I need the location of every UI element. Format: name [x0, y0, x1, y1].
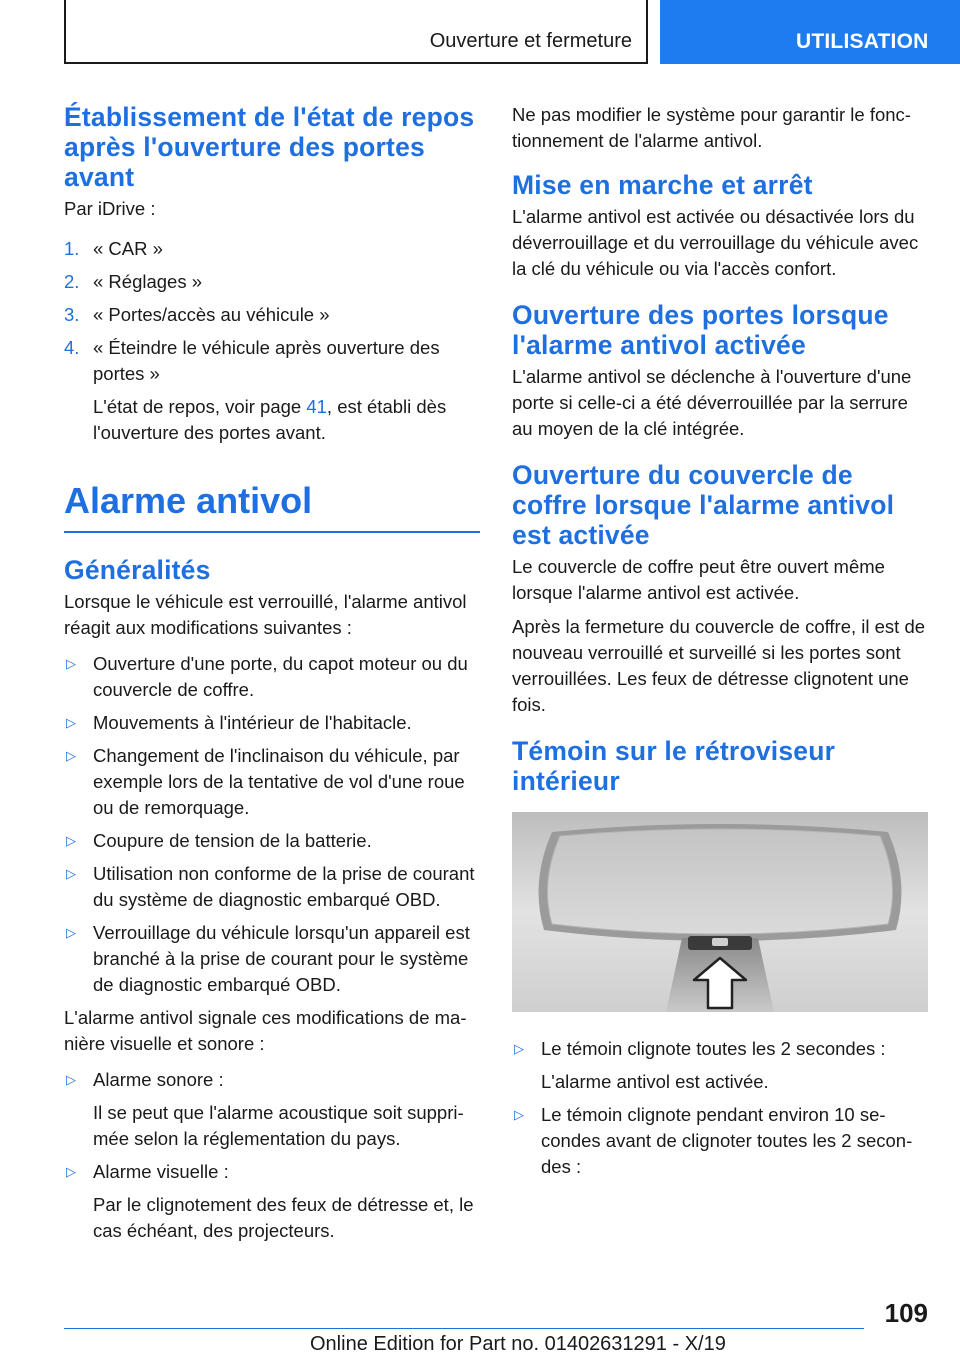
- bullet-triangle-icon: ▷: [66, 1164, 76, 1179]
- step-text: « CAR »: [93, 238, 163, 259]
- general-intro: Lorsque le véhicule est verrouillé, l'alarme antivol réagit aux modifications suivantes :: [64, 591, 467, 638]
- list-item-text: Le témoin clignote pendant environ 10 secondes avant de clignoter toutes les 2 secondes :: [541, 1104, 913, 1177]
- bullet-triangle-icon: ▷: [66, 748, 76, 763]
- list-item-text: Le témoin clignote toutes les 2 secondes :: [541, 1038, 886, 1059]
- list-item: [64, 1159, 480, 1244]
- page-number: 109: [884, 1298, 928, 1328]
- list-item-text: Verrouillage du véhicule lorsqu'un appareil est branché à la prise de courant pour le système de diagnostic embarqué OBD.: [93, 922, 470, 995]
- list-item-text: Coupure de tension de la batterie.: [93, 830, 372, 851]
- list-item: [512, 1036, 928, 1095]
- list-item: [64, 710, 480, 736]
- list-item: [64, 1067, 480, 1152]
- section-title-doors: Ouverture des portes lorsque l'alarme antivol activée: [512, 300, 889, 360]
- section-title-indicator: Témoin sur le rétroviseur intérieur: [512, 736, 836, 796]
- right-column: [512, 102, 928, 1187]
- step-item: [64, 269, 480, 295]
- step-item: [64, 335, 480, 446]
- step-text: « Éteindre le véhicule après ouverture des portes »: [93, 337, 440, 384]
- list-item-text: Changement de l'inclinaison du véhicule, par exemple lors de la tentative de vol d'une roue ou de remorquage.: [93, 745, 465, 818]
- bullet-triangle-icon: ▷: [514, 1041, 524, 1056]
- footer-divider: [64, 1328, 864, 1329]
- intro-text: Ne pas modifier le système pour garantir le fonctionnement de l'alarme antivol.: [512, 104, 911, 151]
- note-text: , est établi dès l'ouverture des portes avant.: [93, 396, 447, 443]
- idrive-intro: Par iDrive :: [64, 198, 156, 219]
- bullet-triangle-icon: ▷: [66, 833, 76, 848]
- doors-text: L'alarme antivol se déclenche à l'ouverture d'une porte si celle-ci a été déverrouillée par la serrure au moyen de la clé intégrée.: [512, 366, 912, 439]
- signal-text: L'alarme antivol signale ces modifications de manière visuelle et sonore :: [64, 1007, 467, 1054]
- chapter-title: Alarme antivol: [64, 481, 480, 533]
- alarm-type-list: [64, 1067, 480, 1244]
- list-item: [512, 1102, 928, 1180]
- list-item: [64, 861, 480, 913]
- list-item: [64, 651, 480, 703]
- bullet-triangle-icon: ▷: [66, 656, 76, 671]
- bullet-triangle-icon: ▷: [514, 1107, 524, 1122]
- header-chapter-tab: [660, 0, 960, 64]
- trigger-list: [64, 651, 480, 998]
- header-chapter-label: UTILISATION: [796, 30, 929, 53]
- list-item-text: Ouverture d'une porte, du capot moteur ou du couvercle de coffre.: [93, 653, 468, 700]
- note-text: L'état de repos, voir page: [93, 396, 307, 417]
- bullet-triangle-icon: ▷: [66, 715, 76, 730]
- indicator-list: [512, 1036, 928, 1180]
- step-number: 2.: [64, 271, 80, 292]
- list-item-text: Utilisation non conforme de la prise de courant du système de diagnostic embarqué OBD.: [93, 863, 475, 910]
- idrive-steps: [64, 236, 480, 446]
- bullet-triangle-icon: ▷: [66, 925, 76, 940]
- step-number: 1.: [64, 238, 80, 259]
- list-item: [64, 920, 480, 998]
- step-text: « Portes/accès au véhicule »: [93, 304, 330, 325]
- list-item-text: Alarme sonore :: [93, 1069, 224, 1090]
- section-title-on-off: Mise en marche et arrêt: [512, 170, 813, 200]
- list-item: [64, 743, 480, 821]
- bullet-triangle-icon: ▷: [66, 866, 76, 881]
- step-text: « Réglages »: [93, 271, 203, 292]
- trunk-text-2: Après la fermeture du couvercle de coffre, il est de nouveau verrouillé et surveillé si les portes sont verrouillées. Les feux de détresse clignotent une fois.: [512, 616, 926, 715]
- list-item-detail: L'alarme antivol est activée.: [541, 1071, 769, 1092]
- step-item: [64, 302, 480, 328]
- list-item-detail: Il se peut que l'alarme acoustique soit supprimée selon la réglementation du pays.: [93, 1102, 464, 1149]
- section-title-rest-state: Établissement de l'état de repos après l'ouverture des portes avant: [64, 102, 475, 192]
- list-item-text: Mouvements à l'intérieur de l'habitacle.: [93, 712, 412, 733]
- list-item-text: Alarme visuelle :: [93, 1161, 229, 1182]
- trunk-text-1: Le couvercle de coffre peut être ouvert même lorsque l'alarme antivol est activée.: [512, 556, 885, 603]
- page-link[interactable]: 41: [306, 396, 327, 417]
- left-column: [64, 102, 480, 1251]
- step-number: 3.: [64, 304, 80, 325]
- step-number: 4.: [64, 337, 80, 358]
- rearview-mirror-image: [512, 812, 928, 1012]
- step-item: [64, 236, 480, 262]
- header-frame: [64, 0, 648, 64]
- section-title-trunk: Ouverture du couvercle de coffre lorsque l'alarme antivol est activée: [512, 460, 895, 550]
- footer-edition: Online Edition for Part no. 01402631291 - X/19: [310, 1333, 726, 1355]
- rearview-mirror-illustration: [512, 812, 928, 1012]
- list-item-detail: Par le clignotement des feux de détresse et, le cas échéant, des projecteurs.: [93, 1194, 474, 1241]
- section-title-general: Généralités: [64, 555, 211, 585]
- rest-state-note: [93, 394, 480, 446]
- header-section-title: Ouverture et fermeture: [429, 30, 632, 52]
- bullet-triangle-icon: ▷: [66, 1072, 76, 1087]
- on-off-text: L'alarme antivol est activée ou désactivée lors du déverrouillage et du verrouillage du véhicule avec la clé du véhicule ou via l'accès confort.: [512, 206, 919, 279]
- list-item: [64, 828, 480, 854]
